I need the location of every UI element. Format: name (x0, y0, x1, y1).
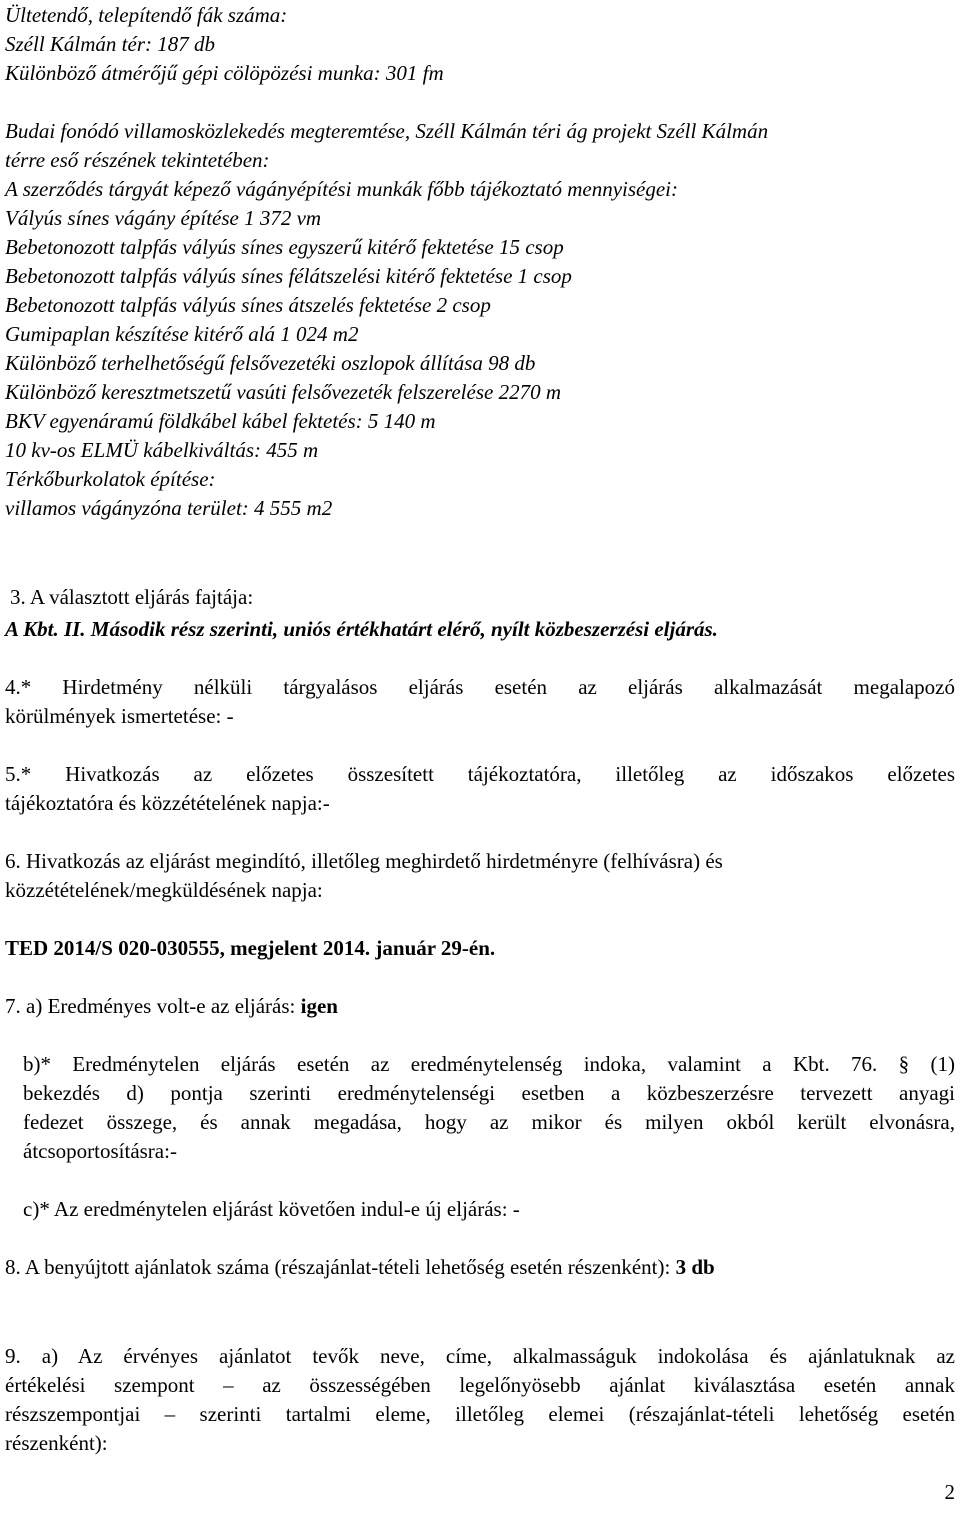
section-7a-line (5, 994, 338, 1018)
section-9-line: 9. a) Az érvényes ajánlatot tevők neve, címe, alkalmasságuk indokolása és ajánlatuknak az (5, 1344, 955, 1368)
section-9-line: részszempontjai – szerinti tartalmi eleme, illetőleg elemei (részajánlat-tételi lehetőség esetén (5, 1402, 955, 1426)
section-5-line: tájékoztatóra és közzétételének napja:- (5, 791, 330, 815)
doc-line: Bebetonozott talpfás vályús sínes átszelés fektetése 2 csop (5, 293, 491, 317)
doc-line: Gumipaplan készítése kitérő alá 1 024 m2 (5, 322, 359, 346)
doc-line: A szerződés tárgyát képező vágányépítési munkák főbb tájékoztató mennyiségei: (5, 177, 679, 201)
section-7b-line: b)* Eredménytelen eljárás esetén az eredménytelenség indoka, valamint a Kbt. 76. § (1) (23, 1052, 955, 1076)
section-3-value: A Kbt. II. Második rész szerinti, uniós értékhatárt elérő, nyílt közbeszerzési eljárás. (5, 617, 718, 641)
doc-line: BKV egyenáramú földkábel kábel fektetés: 5 140 m (5, 409, 436, 433)
doc-line: Vályús sínes vágány építése 1 372 vm (5, 206, 322, 230)
section-8-line (5, 1255, 715, 1279)
section-7b-line: bekezdés d) pontja szerinti eredménytelenségi esetben a közbeszerzésre tervezett anyagi (23, 1081, 955, 1105)
doc-line: villamos vágányzóna terület: 4 555 m2 (5, 496, 333, 520)
section-7a-value: igen (300, 994, 338, 1018)
section-7b-line: átcsoportosításra:- (23, 1139, 177, 1163)
doc-line: 10 kv-os ELMÜ kábelkiváltás: 455 m (5, 438, 319, 462)
doc-line: Budai fonódó villamosközlekedés megteremtése, Széll Kálmán téri ág projekt Széll Kálmán (5, 119, 769, 143)
section-7c-line: c)* Az eredménytelen eljárást követően indul-e új eljárás: - (23, 1197, 520, 1221)
section-4-line: 4.* Hirdetmény nélküli tárgyalásos eljárás esetén az eljárás alkalmazását megalapozó (5, 675, 955, 699)
doc-line: Széll Kálmán tér: 187 db (5, 32, 215, 56)
section-9-line: részenként): (5, 1431, 108, 1455)
doc-line: Különböző keresztmetszetű vasúti felsővezeték felszerelése 2270 m (5, 380, 561, 404)
doc-line: Különböző terhelhetőségű felsővezetéki oszlopok állítása 98 db (5, 351, 536, 375)
section-5-line: 5.* Hivatkozás az előzetes összesített tájékoztatóra, illetőleg az időszakos előzetes (5, 762, 955, 786)
page-number: 2 (944, 1480, 955, 1504)
section-6-line: 6. Hivatkozás az eljárást megindító, illetőleg meghirdető hirdetményre (felhívásra) és (5, 849, 723, 873)
ted-reference: TED 2014/S 020-030555, megjelent 2014. január 29-én. (5, 936, 496, 960)
section-9-line: értékelési szempont – az összességében legelőnyösebb ajánlat kiválasztása esetén annak (5, 1373, 955, 1397)
doc-line: Bebetonozott talpfás vályús sínes egyszerű kitérő fektetése 15 csop (5, 235, 564, 259)
doc-line: Térkőburkolatok építése: (5, 467, 216, 491)
section-3-heading: 3. A választott eljárás fajtája: (10, 585, 254, 609)
section-8-label: 8. A benyújtott ajánlatok száma (részajánlat-tételi lehetőség esetén részenként): (5, 1255, 676, 1279)
section-8-value: 3 db (675, 1255, 715, 1279)
doc-line: Ültetendő, telepítendő fák száma: (5, 3, 288, 27)
section-7b-line: fedezet összege, és annak megadása, hogy az mikor és milyen okból került elvonásra, (23, 1110, 955, 1134)
section-6-line: közzétételének/megküldésének napja: (5, 878, 323, 902)
doc-line: térre eső részének tekintetében: (5, 148, 270, 172)
section-4-line: körülmények ismertetése: - (5, 704, 234, 728)
section-7a-label: 7. a) Eredményes volt-e az eljárás: (5, 994, 301, 1018)
doc-line: Bebetonozott talpfás vályús sínes félátszelési kitérő fektetése 1 csop (5, 264, 572, 288)
doc-line: Különböző átmérőjű gépi cölöpözési munka: 301 fm (5, 61, 444, 85)
